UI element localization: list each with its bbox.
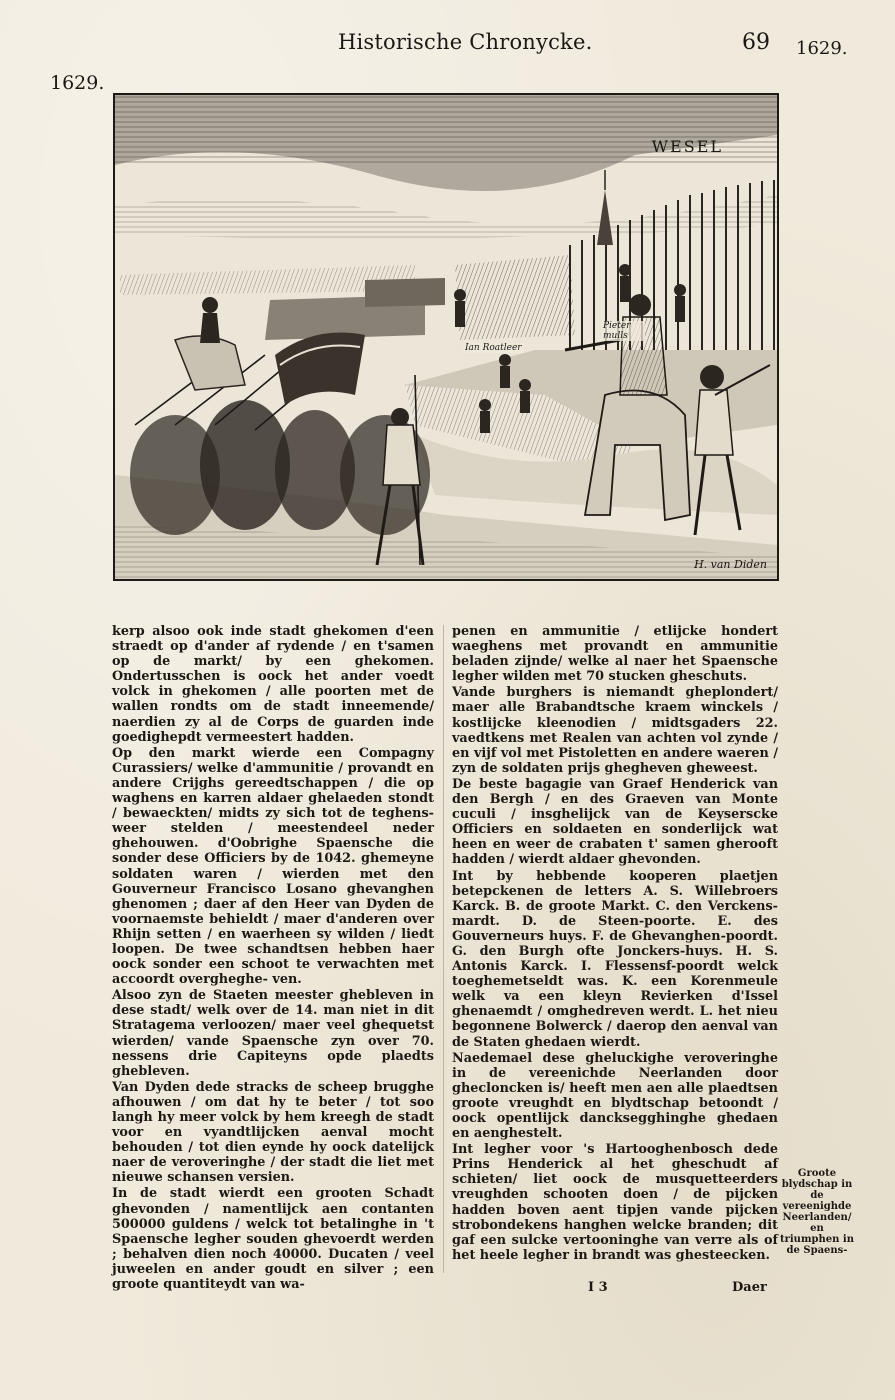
catchword: Daer xyxy=(732,1280,767,1295)
paragraph: Alsoo zyn de Staeten meester ghebleven in dese stadt/ welk over de 14. man niet in dit Stratagema verloozen/ maer veel ghequetst wierden/ vande Spaensche zyn over 70. nessens drie Capiteyns opde plaedts ghebleven. xyxy=(112,988,434,1079)
signature-mark: I 3 xyxy=(588,1280,608,1295)
paragraph: Int legher voor 's Hartooghenbosch dede Prins Henderick al het gheschudt af schieten/ liet oock de musquetteerders vreughden schooten doen / de pijcken hadden boven aent tipjen vande pijcken strobondekens hanghen welcke branden; dit gaf een sulcke vertooninghe van verre als of het heele legher in brandt was ghesteecken. xyxy=(452,1142,778,1263)
column-divider xyxy=(443,625,444,1273)
running-title: Historische Chronycke. xyxy=(338,30,593,54)
engraving-label-2: Pieter mulls xyxy=(601,321,645,341)
right-text-column xyxy=(452,624,778,1264)
engraving-label-1: Ian Roatleer xyxy=(465,343,522,353)
paragraph: De beste bagagie van Graef Henderick van den Bergh / en des Graeven van Monte cuculi / insghelijck van de Keyserscke Officiers en soldaeten en sonderlijck wat heen en weer de crabaten t' samen gherooft hadden / wierdt aldaer ghevonden. xyxy=(452,776,778,868)
paragraph: Op den markt wierde een Compagny Curassiers/ welke d'ammunitie / provandt en andere Crijghs gereedtschappen / die op waghens en karren aldaer ghelaeden stondt / bewaeckten/ midts zy sich tot de teghens-weer stelden / meestendeel neder ghehouwen. d'Oobrighe Spaensche die sonder dese Officiers by de 1042. ghemeyne soldaten waren / wierden met den Gouverneur Francisco Losano ghevanghen ghenomen ; daer af den Heer van Dyden de voornaemste behieldt / maer d'anderen over Rhijn setten / en waerheen sy wilden / liedt loopen. De twee schandtsen hebben haer oock sonder een schoot te verwachten met accoordt overgheghe- ven. xyxy=(112,745,434,988)
engraver-signature: H. van Diden xyxy=(694,558,767,571)
paragraph: Int by hebbende kooperen plaetjen betepckenen de letters A. S. Willebroers Karck. B. de groote Markt. C. den Verckens-mardt. D. de Steen-poorte. E. des Gouverneurs huys. F. de Ghevanghen-poordt. G. den Burgh ofte Jonckers-huys. H. S. Antonis Karck. I. Flessensf-poordt welck toeghemetseldt was. K. een Korenmeule welk va een kleyn Revierken d'Issel ghenaemdt / omghedreven werdt. L. het nieu begonnene Bolwerck / daerop den aenval van de Staten ghedaen wierdt. xyxy=(452,868,778,1050)
engraving-title: WESEL xyxy=(651,137,723,156)
engraving-illustration xyxy=(113,93,779,581)
page-number: 69 xyxy=(742,30,770,55)
year-left: 1629. xyxy=(50,72,105,94)
paragraph: Naedemael dese gheluckighe veroveringhe in de vereenichde Neerlanden door ghecloncken is/ heeft men aen alle plaedtsen groote vreughdt en blydtschap betoondt / oock opentlijck dancksegghinghe ghedaen en aenghestelt. xyxy=(452,1050,778,1142)
paragraph: penen en ammunitie / etlijcke hondert waeghens met provandt en ammunitie beladen zijnde/ welke al naer het Spaensche legher wilden met 70 stucken gheschuts. xyxy=(452,624,778,685)
paragraph: Van Dyden dede stracks de scheep brugghe afhouwen / om dat hy te beter / tot soo langh hy meer volck by hem kreegh de stadt voor en vyandtlijcken aenval mocht behouden / tot dien eynde hy oock datelijck naer de veroveringhe / der stadt die liet met nieuwe schansen versien. xyxy=(112,1079,434,1186)
paragraph: In de stadt wierdt een grooten Schadt ghevonden / namentlijck aen contanten 500000 guldens / welck tot betalinghe in 't Spaensche legher souden ghevoerdt werden ; behalven dien noch 40000. Ducaten / veel juweelen en ander goudt en silver ; een groote quantiteydt van wa- xyxy=(112,1186,434,1293)
engraving-scene xyxy=(115,95,777,579)
paragraph: Vande burghers is niemandt gheplondert/ maer alle Brabandtsche kraem winckels / kostlijcke kleenodien / midtsgaders 22. vaedtkens met Realen van achten vol zynde / en vijf vol met Pistoletten en andere waeren / zyn de soldaten prijs ghegheven gheweest. xyxy=(452,685,778,776)
left-text-column xyxy=(112,624,434,1293)
year-right: 1629. xyxy=(796,38,848,59)
margin-note: Groote blydschap in de vereenighde Neerlanden/ en triumphen in de Spaens- xyxy=(780,1168,854,1256)
paragraph: kerp alsoo ook inde stadt ghekomen d'een straedt op d'ander af rydende / en t'samen op de markt/ by een ghekomen. Ondertusschen is oock het ander voedt volck in ghekomen / alle poorten met de wallen rondts om de stadt inneemende/ naerdien zy al de Corps de guarden inde goedighepdt vermeestert hadden. xyxy=(112,624,434,745)
